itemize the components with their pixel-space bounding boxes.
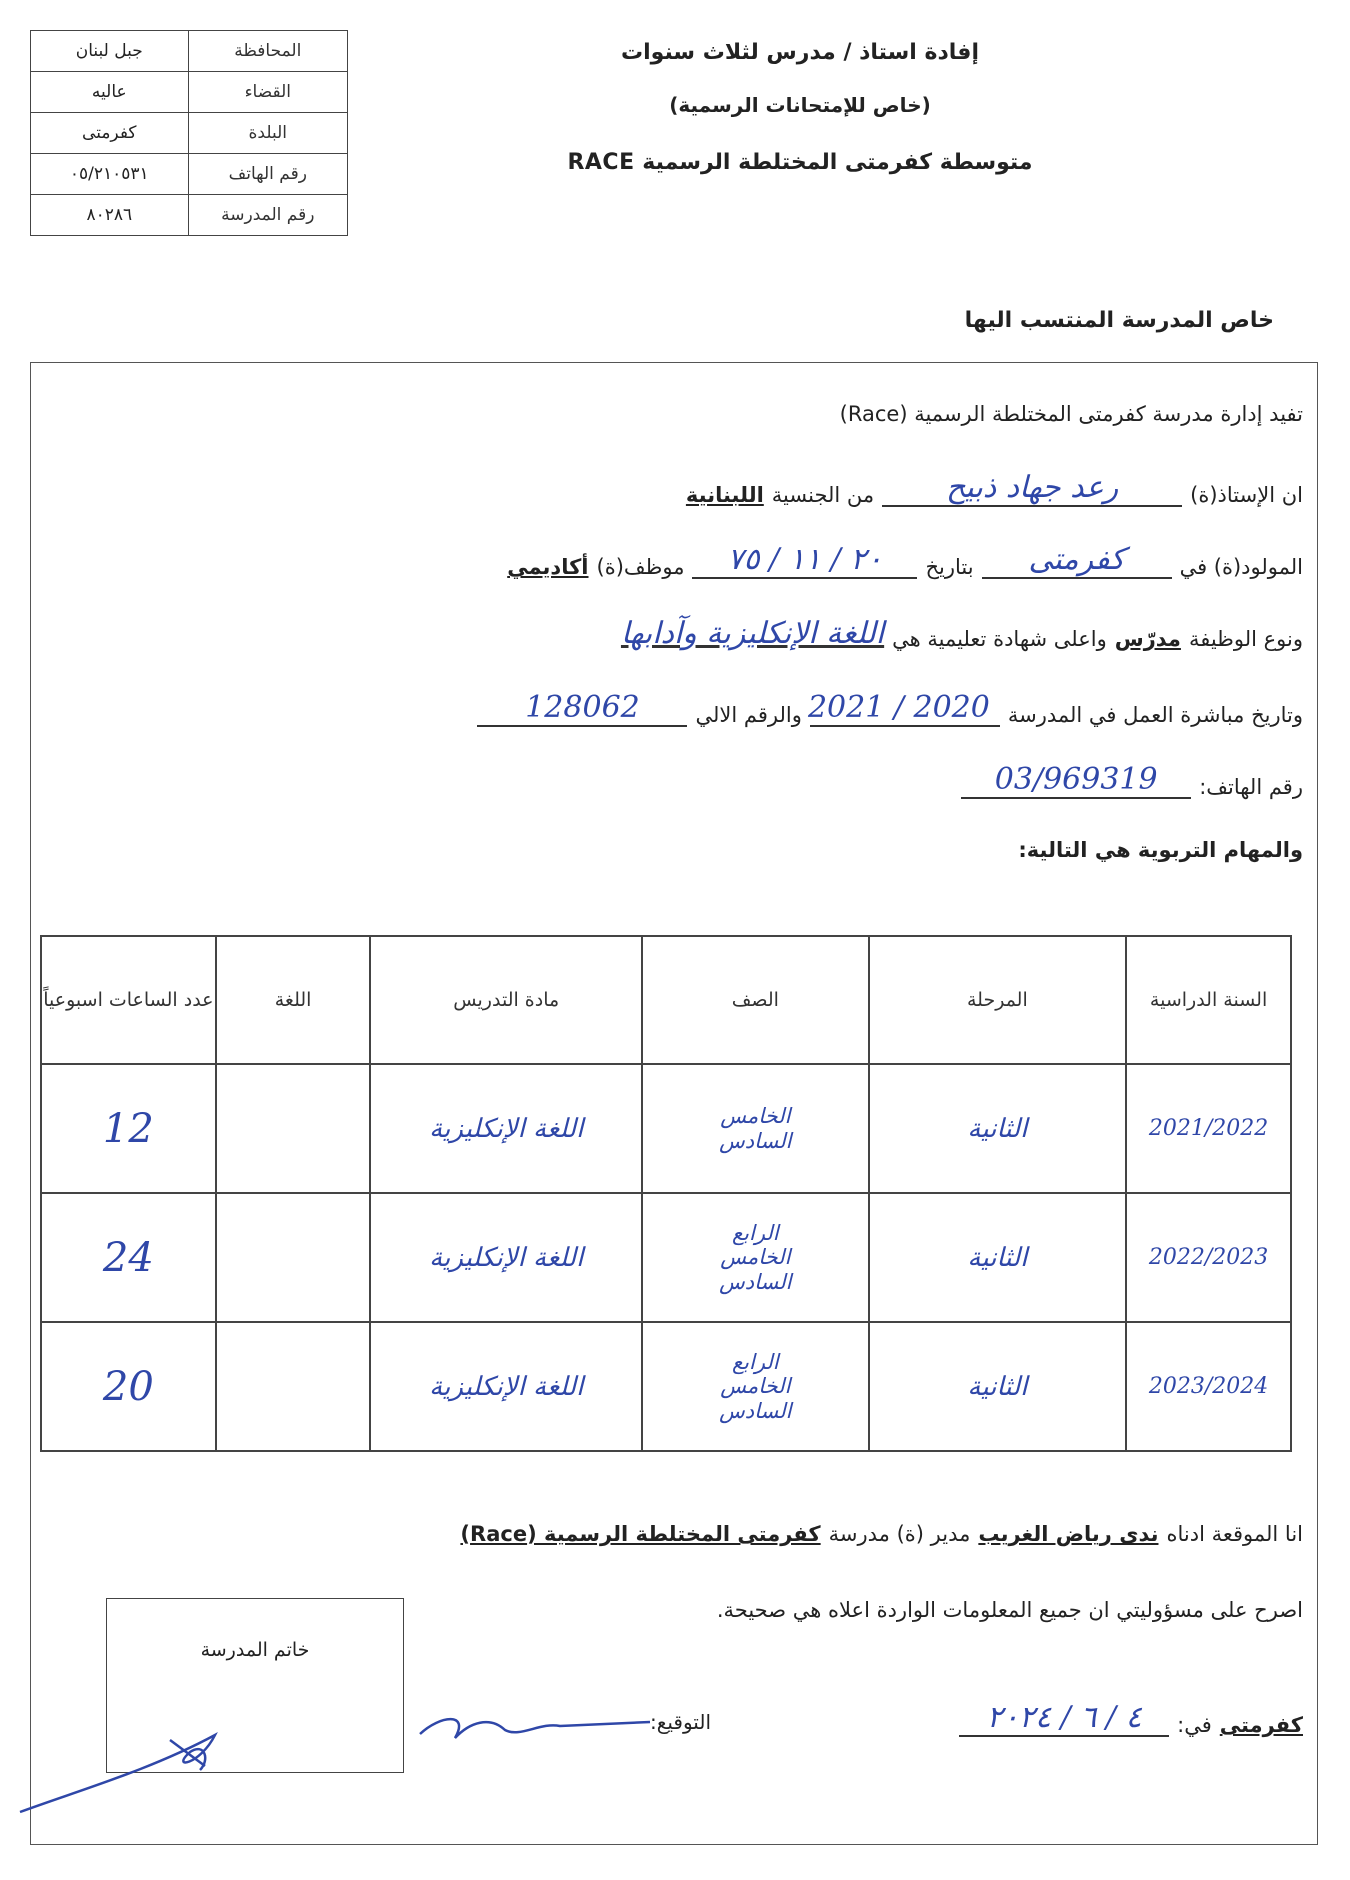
info-row	[31, 31, 348, 72]
info-value: ٨٠٢٨٦	[31, 195, 189, 236]
grade-line: السادس	[719, 1398, 792, 1423]
school-name: كفرمتى المختلطة الرسمية (Race)	[460, 1522, 821, 1546]
cell-year: 2021/2022	[1126, 1064, 1291, 1193]
cell-grade	[642, 1064, 869, 1193]
principal-name: ندى رياض الغريب	[978, 1522, 1159, 1546]
info-value: كفرمتى	[31, 113, 189, 154]
info-row	[31, 113, 348, 154]
info-value: جبل لبنان	[31, 31, 189, 72]
header-year: السنة الدراسية	[1126, 936, 1291, 1064]
start-line	[477, 690, 1303, 727]
cell-stage: الثانية	[869, 1064, 1127, 1193]
grade-line: الرابع	[731, 1350, 779, 1375]
in-label: في:	[1177, 1713, 1212, 1737]
grade-line: الخامس	[720, 1374, 791, 1399]
section-heading: خاص المدرسة المنتسب اليها	[964, 308, 1274, 333]
tasks-label: والمهام التربوية هي التالية:	[1018, 838, 1303, 862]
job-label: ونوع الوظيفة	[1188, 627, 1303, 651]
birth-place-field: كفرمتى	[982, 542, 1172, 579]
header-hours: عدد الساعات اسبوعياً	[41, 936, 216, 1064]
declaration-text: اصرح على مسؤوليتي ان جميع المعلومات الواردة اعلاه هي صحيحة.	[716, 1598, 1303, 1622]
info-label: القضاء	[188, 72, 347, 113]
cell-language	[216, 1064, 371, 1193]
cell-language	[216, 1322, 371, 1451]
auto-number-field: 128062	[477, 690, 687, 727]
info-row	[31, 72, 348, 113]
teacher-name-field: رعد جهاد ذبيح	[882, 470, 1182, 507]
cell-subject: اللغة الإنكليزية	[370, 1322, 642, 1451]
info-row	[31, 195, 348, 236]
table-row	[41, 1193, 1291, 1322]
header-stage: المرحلة	[869, 936, 1127, 1064]
signature-date-field: ٤ / ٦ / ٢٠٢٤	[959, 1700, 1169, 1737]
nationality-label: من الجنسية	[771, 483, 875, 507]
declaration-prefix: انا الموقعة ادناه	[1166, 1522, 1303, 1546]
tasks-header-row	[41, 936, 1291, 1064]
start-date-field: 2020 / 2021	[810, 690, 1000, 727]
table-row	[41, 1322, 1291, 1451]
cell-hours: 12	[41, 1064, 216, 1193]
info-label: البلدة	[188, 113, 347, 154]
cell-hours: 20	[41, 1322, 216, 1451]
signature-label: التوقيع:	[650, 1710, 711, 1734]
teacher-line	[686, 470, 1303, 507]
teacher-prefix: ان الإستاذ(ة)	[1190, 483, 1303, 507]
cell-hours: 24	[41, 1193, 216, 1322]
cell-language	[216, 1193, 371, 1322]
born-label: المولود(ة) في	[1179, 555, 1303, 579]
document-title: إفادة استاذ / مدرس لثلاث سنوات	[621, 40, 979, 65]
table-row	[41, 1064, 1291, 1193]
cell-grade	[642, 1322, 869, 1451]
place-date-line	[959, 1700, 1303, 1737]
employee-label: موظف(ة)	[596, 555, 685, 579]
declaration-mid: مدير (ة) مدرسة	[828, 1522, 971, 1546]
grade-line: السادس	[719, 1128, 792, 1153]
cell-year: 2023/2024	[1126, 1322, 1291, 1451]
declaration-line-2	[717, 1598, 1303, 1622]
header-language: اللغة	[216, 936, 371, 1064]
info-label: رقم المدرسة	[188, 195, 347, 236]
cell-grade	[642, 1193, 869, 1322]
header-subject: مادة التدريس	[370, 936, 642, 1064]
tasks-heading	[1018, 838, 1303, 862]
cell-subject: اللغة الإنكليزية	[370, 1064, 642, 1193]
info-label: المحافظة	[188, 31, 347, 72]
birth-date-field: ٢٠ / ١١ / ٧٥	[692, 542, 917, 579]
school-stamp-box	[106, 1598, 404, 1773]
phone-field: 03/969319	[961, 762, 1191, 799]
school-info-table	[30, 30, 348, 236]
birth-line	[507, 542, 1303, 579]
intro-line	[840, 402, 1303, 426]
job-value: مدرّس	[1114, 627, 1181, 651]
cell-subject: اللغة الإنكليزية	[370, 1193, 642, 1322]
start-label: وتاريخ مباشرة العمل في المدرسة	[1007, 703, 1303, 727]
intro-text: تفيد إدارة مدرسة كفرمتى المختلطة الرسمية (Race)	[839, 402, 1303, 426]
header-class: الصف	[642, 936, 869, 1064]
job-line	[621, 616, 1303, 651]
tasks-table	[40, 935, 1292, 1452]
cell-year: 2022/2023	[1126, 1193, 1291, 1322]
auto-number-label: والرقم الالي	[695, 703, 802, 727]
employee-type: أكاديمي	[507, 555, 589, 579]
info-value: ٠٥/٢١٠٥٣١	[31, 154, 189, 195]
cell-stage: الثانية	[869, 1322, 1127, 1451]
phone-label: رقم الهاتف:	[1199, 775, 1303, 799]
grade-line: الخامس	[720, 1245, 791, 1270]
info-label: رقم الهاتف	[188, 154, 347, 195]
declaration-line-1	[460, 1522, 1303, 1546]
stamp-label: خاتم المدرسة	[200, 1639, 310, 1661]
grade-line: السادس	[719, 1269, 792, 1294]
document-subtitle: (خاص للإمتحانات الرسمية)	[669, 93, 931, 117]
nationality-value: اللبنانية	[685, 483, 764, 507]
certificate-label: واعلى شهادة تعليمية هي	[892, 627, 1107, 651]
grade-line: الرابع	[731, 1221, 779, 1246]
phone-line	[961, 762, 1303, 799]
info-row	[31, 154, 348, 195]
grade-line: الخامس	[720, 1104, 791, 1129]
info-value: عاليه	[31, 72, 189, 113]
date-label: بتاريخ	[925, 555, 974, 579]
school-title: متوسطة كفرمتى المختلطة الرسمية RACE	[567, 150, 1033, 175]
place-label: كفرمتى	[1219, 1713, 1303, 1737]
cell-stage: الثانية	[869, 1193, 1127, 1322]
certificate-field: اللغة الإنكليزية وآدابها	[620, 616, 885, 651]
